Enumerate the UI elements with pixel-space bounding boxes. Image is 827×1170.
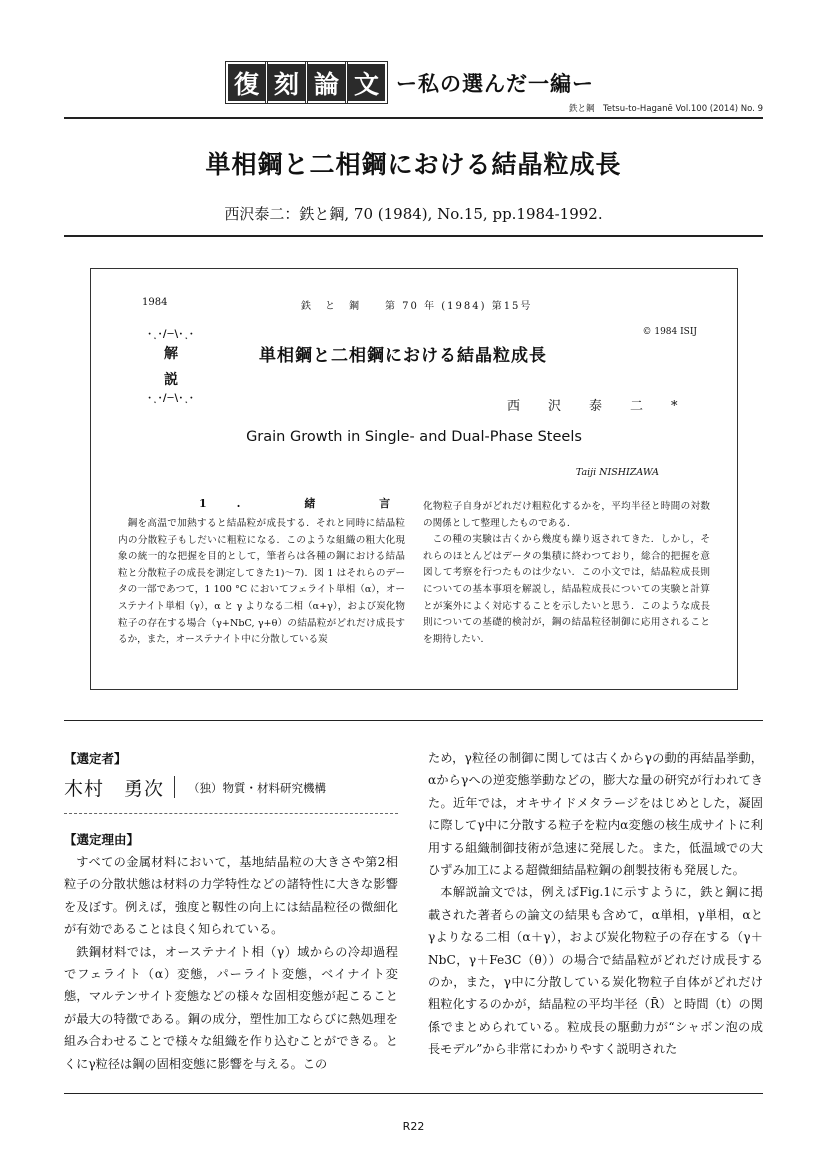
reprint-title-en: Grain Growth in Single- and Dual-Phase Steels	[246, 429, 582, 445]
article-citation: 西沢泰二：鉄と鋼, 70 (1984), No.15, pp.1984-1992.	[224, 205, 603, 223]
reason-column-left	[64, 851, 398, 1075]
paragraph: この種の実験は古くから幾度も繰り返されてきた．しかし，それらのほとんどはデータの集積に終わつており，総合的把握を意図して考察を行つたものは少ない．この小文では，結晶粒成長則についての基本事項を解説し，結晶粒成長についての実験と計算とが案外によく対応することを示したいと思う．このような成長則についての基礎的検討が，鋼の結晶粒径制御に応用されることを期待したい．	[423, 534, 710, 645]
paragraph: 鋼を高温で加熱すると結晶粒が成長する．それと同時に結晶粒内の分散粒子もしだいに粗粒になる．このような組織の粗大化現象の統一的な把握を目的として，筆者らは各種の鋼における結晶粒と分散粒子の成長を測定してきた1)～7)．図 1 はそれらのデータの一部であつて，1 100 °C においてフェライト単相（α），オーステナイト単相（γ），α と γ よりなる二相（α+γ），および炭化物粒子の存在する場合（γ+NbC, γ+θ）の結晶粒がどれだけ成長するか，また，オーステナイト中に分散している炭	[118, 518, 405, 646]
journal-reference: 鉄と鋼 Tetsu-to-Haganē Vol.100 (2014) No. 9	[568, 104, 763, 114]
badge-char: 文	[348, 64, 385, 101]
selector-name: 木村 勇次	[64, 778, 165, 800]
reprint-author-jp: 西沢泰二*	[507, 399, 706, 414]
page-number: R22	[402, 1120, 425, 1133]
ornament-top: ·ͺ·/─\·ͺ·	[147, 329, 195, 340]
selector-affiliation: （独）物質・材料研究機構	[188, 781, 326, 795]
reprint-series-header	[228, 64, 594, 101]
reprint-author-en: Taiji NISHIZAWA	[575, 467, 659, 478]
paragraph: ため，γ粒径の制御に関しては古くからγの動的再結晶挙動，αからγへの逆変態挙動などの，膨大な量の研究が行われてきた。近年では，オキサイドメタラージをはじめとした，凝固に際してγ中に分散する粒子を粒内α変態の核生成サイトに利用する組織制御技術が急速に発展した。また，低温域での大ひずみ加工による超微細結晶粒鋼の創製技術も発展した。	[428, 751, 763, 878]
title-rule	[64, 235, 763, 237]
reprint-section-heading: 1. 緒 言	[199, 497, 421, 510]
reprint-copyright: © 1984 ISIJ	[642, 327, 697, 337]
paragraph: 化物粒子自身がどれだけ粗粒化するかを，平均半径と時間の対数の関係として整理したものである．	[423, 501, 710, 529]
footer-rule	[64, 1093, 763, 1094]
header-rule	[64, 117, 763, 119]
reprint-year: 1984	[142, 297, 168, 308]
reprint-column-left	[118, 516, 405, 649]
selector-label: 【選定者】	[64, 751, 127, 766]
reprint-title-jp: 単相鋼と二相鋼における結晶粒成長	[259, 346, 547, 366]
paragraph: すべての金属材料において，基地結晶粒の大きさや第2相粒子の分散状態は材料の力学特性などの諸特性に大きな影響を及ぼす。例えば，強度と靱性の向上には結晶粒径の微細化が有効であることは良く知られている。	[64, 855, 398, 937]
article-title: 単相鋼と二相鋼における結晶粒成長	[205, 150, 622, 179]
kaisetsu-label: 解説	[164, 346, 196, 388]
section-rule	[64, 720, 763, 721]
badge-char: 論	[308, 64, 345, 101]
kaisetsu-block	[131, 329, 211, 404]
badge-char: 復	[228, 64, 265, 101]
reason-label: 【選定理由】	[64, 832, 140, 847]
ornament-bottom: ·ͺ·/─\·ͺ·	[147, 393, 195, 404]
paragraph: 鉄鋼材料では，オーステナイト相（γ）域からの冷却過程でフェライト（α）変態，パーライト変態，ベイナイト変態，マルテンサイト変態などの様々な固相変態が起こることが最大の特徴である。鋼の成分，塑性加工ならびに熱処理を組み合わせることで様々な組織を作り込むことができる。とくにγ粒径は鋼の固相変態に影響を与える。この	[64, 944, 398, 1071]
dashed-separator	[64, 813, 398, 814]
badge-char: 刻	[268, 64, 305, 101]
reprint-journal-header: 鉄 と 鋼 第 70 年 (1984) 第15号	[301, 301, 533, 312]
reason-column-right	[428, 747, 763, 1061]
reprinted-original-page	[90, 268, 738, 690]
paragraph: 本解説論文では，例えばFig.1に示すように，鉄と鋼に掲載された著者らの論文の結果も含めて，α単相，γ単相，αとγよりなる二相（α＋γ），および炭化物粒子の存在する（γ＋NbC，γ＋Fe3C（θ））の場合で結晶粒がどれだけ成長するのか，また，γ中に分散している炭化物粒子自体がどれだけ粗粒化するのかが，結晶粒の平均半径（R̄）と時間（t）の関係でまとめられている。粒成長の駆動力が“シャボン泡の成長モデル”から非常にわかりやすく説明された	[428, 885, 763, 1057]
reprint-column-right	[423, 499, 710, 648]
selector-divider	[174, 776, 175, 798]
series-label: ー私の選んだ一編ー	[396, 71, 594, 96]
